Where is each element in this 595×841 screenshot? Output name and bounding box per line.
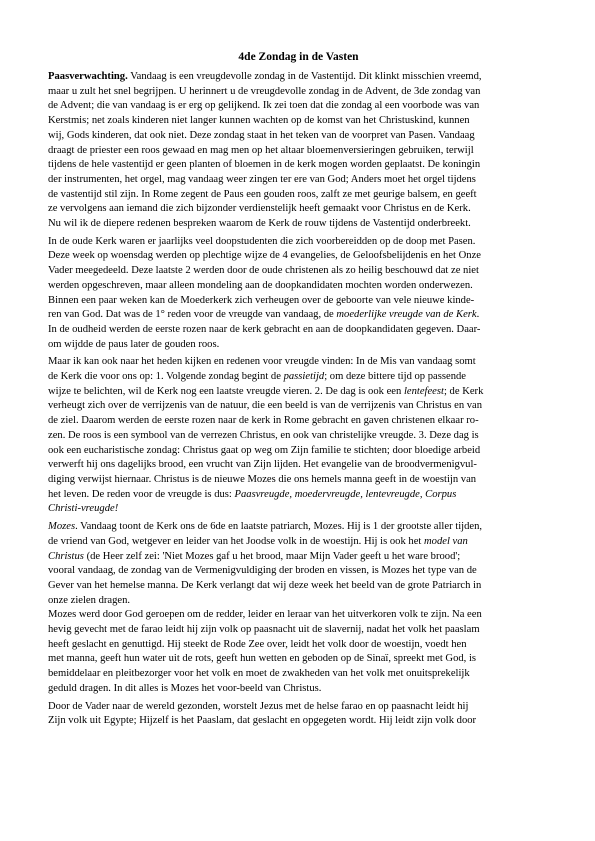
text-line: onze zielen dragen. xyxy=(48,594,131,606)
section-lead: Mozes xyxy=(48,521,76,533)
text-line: maar u zult het snel begrijpen. U herinnert u de vreugdevolle zondag in de Advent, de 3de zondag van xyxy=(48,85,481,97)
text-line: Zijn volk uit Egypte; Hijzelf is het Paaslam, dat geslacht en opgegeten wordt. Hij leidt zijn volk door xyxy=(48,715,477,727)
text-line: om wijdde de paus later de gouden roos. xyxy=(48,338,220,350)
text-line: bemiddelaar en pleitbezorger voor het volk en moet de zwakheden van het volk met onuitsprekelijk xyxy=(48,668,470,680)
text-line: der instrumenten, het orgel, mag vandaag weer zingen ter ere van God; Anders moet het orgel tijdens xyxy=(48,173,476,185)
text-line: met manna, geeft hun water uit de rots, geeft hun wetten en geboden op de Sinaï, spreekt met God, is xyxy=(48,653,477,665)
text-line: In de oudheid werden de eerste rozen naar de kerk gebracht en aan de doopkandidaten gegeven. Daar- xyxy=(48,323,481,335)
text-line xyxy=(48,550,549,565)
text-line: geduld dragen. In dit alles is Mozes het voor-beeld van Christus. xyxy=(48,682,322,694)
text-line: vooral vandaag, de zondag van de Vermenigvuldiging der broden en vissen, is Mozes het type van de xyxy=(48,565,477,577)
text-run: de vriend van God, wetgever en leider van het Joodse volk in de woestijn. Hij is ook het xyxy=(48,535,424,547)
text-line xyxy=(48,488,549,503)
text-line xyxy=(48,308,549,323)
text-run: Vandaag is een vreugdevolle zondag in de Vastentijd. Dit klinkt misschien vreemd, xyxy=(127,71,482,82)
paragraph-jezus xyxy=(48,700,549,729)
emphasis: model van xyxy=(424,535,468,547)
text-line: hevig gevecht met de farao leidt hij zijn volk op paasnacht uit de slavernij, nadat het volk het paaslam xyxy=(48,624,480,636)
text-line: draagt de priester een roos gewaad en mag men op het altaar bloemenversieringen gebruiken, terwijl xyxy=(48,144,474,156)
text-line: Binnen een paar weken kan de Moederkerk zich verheugen over de geboorte van vele nieuwe kinde- xyxy=(48,294,475,306)
text-line: Gever van het hemelse manna. De Kerk verlangt dat wij deze week het beeld van de grote Patriarch in xyxy=(48,579,482,591)
text-run: de Kerk die voor ons op: 1. Volgende zondag begint de xyxy=(48,371,284,383)
paragraph-redenen-vreugde xyxy=(48,355,549,517)
emphasis: lentefeest xyxy=(403,385,444,397)
text-line: Kerstmis; net zoals kinderen niet langer kunnen wachten op de komst van het Christuskind, kunnen xyxy=(48,115,470,127)
text-line: Deze week op woensdag werden op plechtige wijze de 4 evangelies, de Geloofsbelijdenis en het Onze xyxy=(48,250,482,262)
paragraph-paasverwachting xyxy=(48,70,549,232)
text-line: tijdens de hele vastentijd er geen planten of bloemen in de kerk mogen worden geplaatst. De koningin xyxy=(48,159,481,171)
text-line: ze vervolgens aan iemand die zich bijzonder verdienstelijk heeft gemaakt voor Christus en de Kerk. xyxy=(48,203,471,215)
text-line: diging verwijst hiernaar. Christus is de nieuwe Mozes die ons hemels manna geeft in de woestijn van xyxy=(48,473,477,485)
text-line: In de oude Kerk waren er jaarlijks veel doopstudenten die zich voorbereidden op de doop met Pasen. xyxy=(48,235,476,247)
text-line: ook een eucharistische zondag: Christus gaat op weg om Zijn familie te stichten; door bloedige arbeid xyxy=(48,444,481,456)
text-line: verheugt zich over de verrijzenis van de natuur, die een beeld is van de verrijzenis van Christus en van xyxy=(48,400,483,412)
text-line: de ziel. Daarom werden de eerste rozen naar de kerk in Rome gebracht en gaven christenen elkaar ro- xyxy=(48,415,479,427)
text-run: ; om deze bittere tijd op passende xyxy=(324,371,466,383)
text-run: (de Heer zelf zei: 'Niet Mozes gaf u het brood, maar Mijn Vader geeft u het ware brood'; xyxy=(83,550,461,562)
text-line xyxy=(48,370,549,385)
paragraph-oude-kerk xyxy=(48,235,549,353)
emphasis: moederlijke vreugde van de Kerk xyxy=(336,309,477,321)
text-run: . Vandaag toont de Kerk ons de 6de en laatste patriarch, Mozes. Hij is 1 der grootste aller tijden, xyxy=(75,521,483,533)
text-line: de vastentijd stil zijn. In Rome zegent de Paus een gouden roos, zalft ze met geurige balsem, en geeft xyxy=(48,188,477,200)
text-run: ; de Kerk xyxy=(443,385,484,397)
text-line: wij, Gods kinderen, dat ook niet. Deze zondag staat in het teken van de voorpret van Pasen. Vandaag xyxy=(48,129,475,141)
text-line: Nu wil ik de diepere redenen bespreken waarom de Kerk de rouw tijdens de Vastentijd onderbreekt. xyxy=(48,218,471,230)
text-run: wijze te belichten, wil de Kerk nog een laatste vreugde vieren. 2. De dag is ook een xyxy=(48,385,404,397)
section-lead: Paasverwachting. xyxy=(48,71,128,82)
text-line: Door de Vader naar de wereld gezonden, worstelt Jezus met de helse farao en op paasnacht leidt hij xyxy=(48,700,469,712)
text-line: Christi-vreugde! xyxy=(48,503,119,515)
text-run: ren van God. Dat was de 1° reden voor de vreugde van vandaag, de xyxy=(48,309,337,321)
emphasis: Paasvreugde, moedervreugde, lentevreugde, Corpus xyxy=(234,488,457,500)
document-page xyxy=(48,50,549,732)
text-line xyxy=(48,70,549,85)
text-line: zen. De roos is een symbool van de verrezen Christus, en ook van christelijke vreugde. 3. Deze dag is xyxy=(48,429,479,441)
page-title: 4de Zondag in de Vasten xyxy=(238,51,359,63)
text-line: Mozes werd door God geroepen om de redder, leider en leraar van het uitverkoren volk te zijn. Na een xyxy=(48,609,482,621)
paragraph-mozes xyxy=(48,520,549,608)
emphasis: Christus xyxy=(48,550,84,562)
text-line: werden opgeschreven, maar alleen mondeling aan de doopkandidaten mochten worden onderwezen. xyxy=(48,279,473,291)
text-line: Maar ik kan ook naar het heden kijken en redenen voor vreugde vinden: In de Mis van vandaag somt xyxy=(48,356,476,368)
text-line: de Advent; die van vandaag is er erg op gelijkend. Ik zei toen dat die zondag al een voorbode was van xyxy=(48,100,480,112)
text-line: Vader meegedeeld. Deze laatste 2 werden door de oude christenen als zo heilig beschouwd dat ze niet xyxy=(48,265,479,277)
text-run: . xyxy=(476,309,480,321)
text-line xyxy=(48,520,549,535)
emphasis: passietijd xyxy=(283,371,325,383)
text-line xyxy=(48,385,549,400)
text-line: heeft geslacht en genuttigd. Hij steekt de Rode Zee over, leidt het volk door de woestijn, voedt hen xyxy=(48,638,467,650)
text-line xyxy=(48,535,549,550)
text-line: verwerft hij ons dagelijks brood, een vrucht van Zijn lijden. Het evangelie van de broodvermenigvul- xyxy=(48,459,477,471)
paragraph-mozes-redder xyxy=(48,608,549,696)
text-run: het leven. De reden voor de vreugde is dus: xyxy=(48,488,235,500)
